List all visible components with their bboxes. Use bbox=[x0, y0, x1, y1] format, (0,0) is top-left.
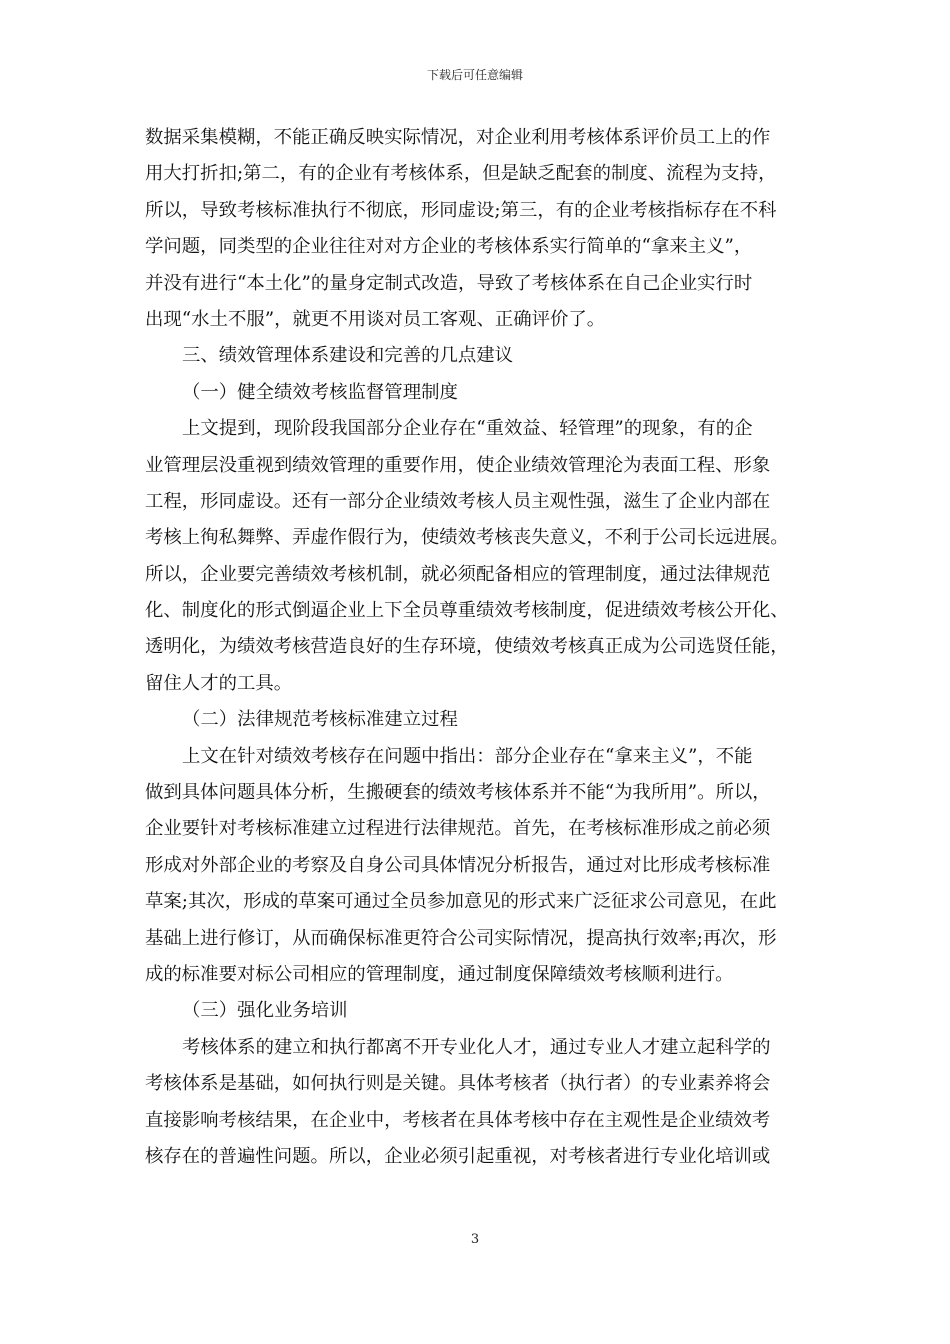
text-line: 学问题，同类型的企业往往对对方企业的考核体系实行简单的“拿来主义”， bbox=[145, 236, 753, 258]
text-line: 形成对外部企业的考察及自身公司具体情况分析报告，通过对比形成考核标准 bbox=[145, 854, 771, 876]
text-line: 所以，企业要完善绩效考核机制，就必须配备相应的管理制度，通过法律规范 bbox=[145, 563, 771, 585]
text-line: 考核体系是基础，如何执行则是关键。具体考核者（执行者）的专业素养将会 bbox=[145, 1073, 771, 1095]
text-line: 出现“水土不服”，就更不用谈对员工客观、正确评价了。 bbox=[145, 308, 606, 330]
text-line: 用大打折扣;第二，有的企业有考核体系，但是缺乏配套的制度、流程为支持， bbox=[145, 163, 777, 185]
page-header: 下载后可任意编辑 bbox=[426, 68, 523, 82]
text-line: 工程，形同虚设。还有一部分企业绩效考核人员主观性强，滋生了企业内部在 bbox=[145, 490, 771, 512]
text-line: 数据采集模糊，不能正确反映实际情况，对企业利用考核体系评价员工上的作 bbox=[145, 127, 771, 148]
text-line: 上文在针对绩效考核存在问题中指出：部分企业存在“拿来主义”，不能 bbox=[182, 745, 753, 767]
text-line: （三）强化业务培训 bbox=[182, 1000, 348, 1022]
text-line: 业管理层没重视到绩效管理的重要作用，使企业绩效管理沦为表面工程、形象 bbox=[145, 454, 771, 476]
page-number: 3 bbox=[470, 1232, 480, 1247]
text-line: 三、绩效管理体系建设和完善的几点建议 bbox=[182, 345, 514, 367]
text-line: （二）法律规范考核标准建立过程 bbox=[182, 709, 458, 731]
text-line: 所以，导致考核标准执行不彻底，形同虚设;第三，有的企业考核指标存在不科 bbox=[145, 199, 777, 221]
text-line: 上文提到，现阶段我国部分企业存在“重效益、轻管理”的现象，有的企 bbox=[182, 418, 753, 440]
text-line: 考核体系的建立和执行都离不开专业化人才，通过专业人才建立起科学的 bbox=[182, 1036, 771, 1058]
text-line: 化、制度化的形式倒逼企业上下全员尊重绩效考核制度，促进绩效考核公开化、 bbox=[145, 600, 789, 622]
text-line: 成的标准要对标公司相应的管理制度，通过制度保障绩效考核顺利进行。 bbox=[145, 963, 734, 985]
text-line: 核存在的普遍性问题。所以，企业必须引起重视，对考核者进行专业化培训或 bbox=[145, 1145, 771, 1167]
text-line: 直接影响考核结果，在企业中，考核者在具体考核中存在主观性是企业绩效考 bbox=[145, 1109, 771, 1131]
text-line: （一）健全绩效考核监督管理制度 bbox=[182, 381, 458, 403]
text-line: 透明化，为绩效考核营造良好的生存环境，使绩效考核真正成为公司选贤任能， bbox=[145, 636, 789, 658]
text-line: 并没有进行“本土化”的量身定制式改造，导致了考核体系在自己企业实行时 bbox=[145, 272, 753, 294]
text-line: 留住人才的工具。 bbox=[145, 672, 293, 694]
text-line: 基础上进行修订，从而确保标准更符合公司实际情况，提高执行效率;再次，形 bbox=[145, 927, 777, 949]
text-line: 做到具体问题具体分析，生搬硬套的绩效考核体系并不能“为我所用”。所以， bbox=[145, 782, 771, 804]
text-line: 企业要针对考核标准建立过程进行法律规范。首先，在考核标准形成之前必须 bbox=[145, 818, 771, 840]
text-line: 考核上徇私舞弊、弄虚作假行为，使绩效考核丧失意义，不利于公司长远进展。 bbox=[145, 527, 789, 549]
body-text bbox=[145, 120, 810, 1175]
text-line: 草案;其次，形成的草案可通过全员参加意见的形式来广泛征求公司意见，在此 bbox=[145, 891, 777, 913]
